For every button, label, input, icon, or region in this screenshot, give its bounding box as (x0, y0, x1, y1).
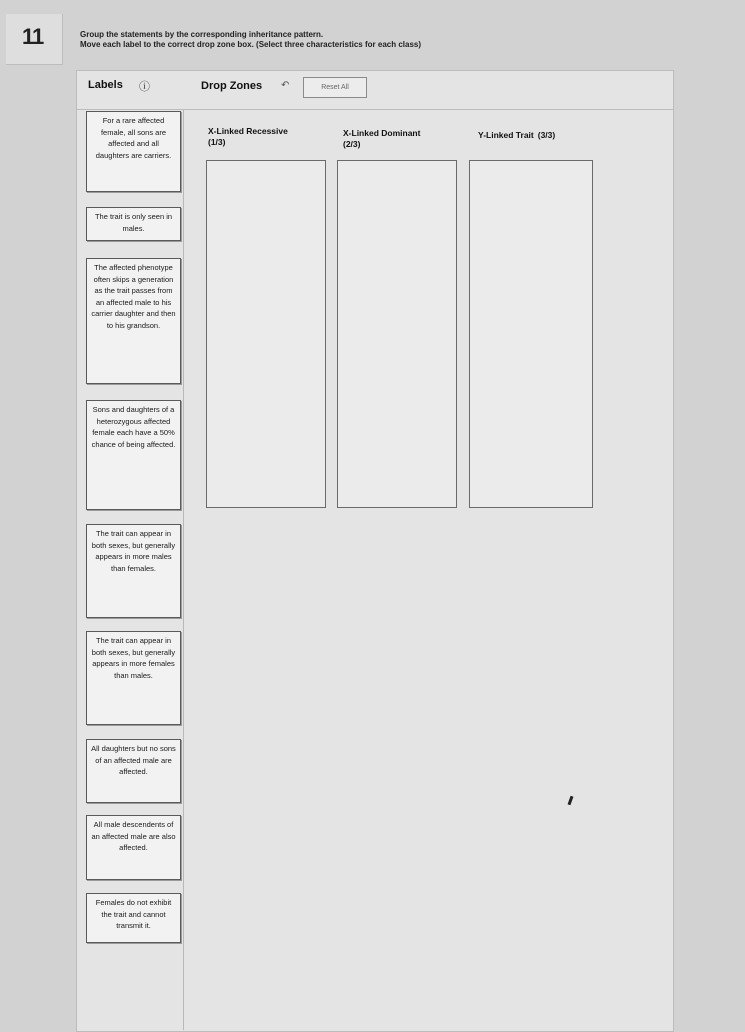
label-card[interactable]: Females do not exhibit the trait and cannot transmit it. (86, 893, 181, 943)
label-card[interactable]: The affected phenotype often skips a generation as the trait passes from an affected male to his carrier daughter and then to his grandson. (86, 258, 181, 384)
labels-heading: Labels (88, 79, 123, 91)
label-card[interactable]: The trait can appear in both sexes, but generally appears in more females than males. (86, 631, 181, 725)
instructions (80, 30, 421, 50)
question-number: 11 (22, 24, 44, 49)
zone-title-y-linked (478, 130, 555, 141)
label-card[interactable]: For a rare affected female, all sons are affected and all daughters are carriers. (86, 111, 181, 192)
drop-zone-y-linked[interactable] (469, 160, 593, 508)
label-card[interactable]: Sons and daughters of a heterozygous affected female each have a 50% chance of being affected. (86, 400, 181, 510)
label-card[interactable]: The trait is only seen in males. (86, 207, 181, 241)
drop-zones-heading: Drop Zones (201, 80, 263, 92)
info-icon[interactable]: ⓘ (139, 81, 150, 93)
zone-title-x-linked-recessive (208, 126, 288, 148)
zone-count: (1/3) (208, 137, 226, 147)
zone-title-x-linked-dominant (343, 128, 420, 150)
reset-all-button[interactable]: Reset All (303, 77, 367, 98)
zone-title-text: X-Linked Dominant (343, 128, 421, 138)
drop-zone-x-linked-dominant[interactable] (337, 160, 457, 508)
instructions-line-2: Move each label to the correct drop zone box. (Select three characteristics for each class) (80, 40, 422, 49)
instructions-line-1: Group the statements by the corresponding inheritance pattern. (80, 30, 324, 39)
zone-count: (3/3) (537, 130, 556, 140)
zone-count: (2/3) (343, 139, 361, 149)
undo-icon[interactable]: ↶ (281, 80, 290, 91)
zone-title-text: X-Linked Recessive (208, 126, 288, 136)
label-card[interactable]: All daughters but no sons of an affected male are affected. (86, 739, 181, 803)
drop-zone-x-linked-recessive[interactable] (206, 160, 326, 508)
zone-title-text: Y-Linked Trait (478, 130, 534, 140)
label-card[interactable]: The trait can appear in both sexes, but generally appears in more males than females. (86, 524, 181, 618)
label-card[interactable]: All male descendents of an affected male are also affected. (86, 815, 181, 880)
